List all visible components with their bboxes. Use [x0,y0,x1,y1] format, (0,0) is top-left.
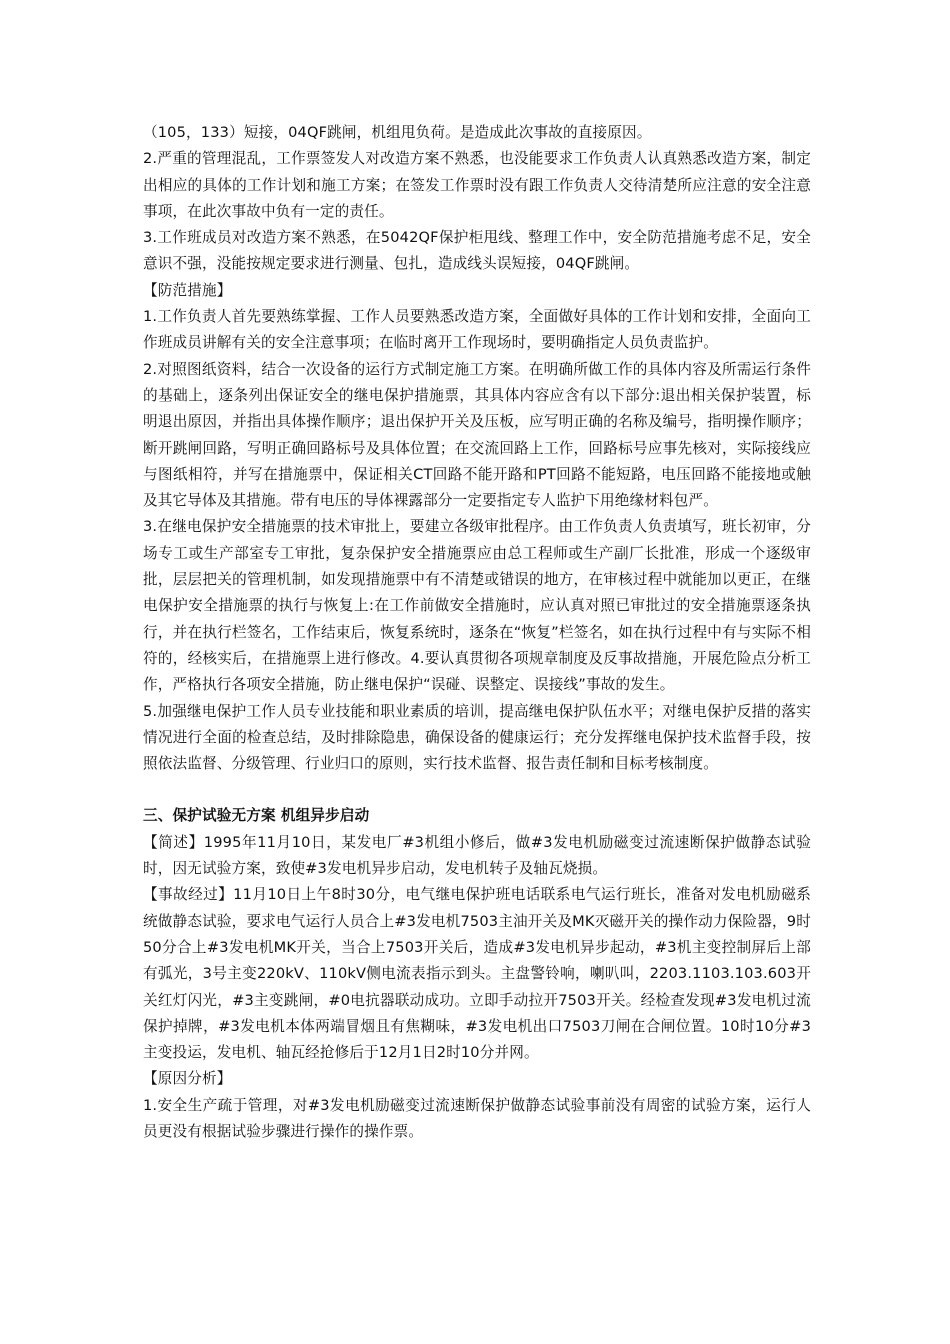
paragraph: 5.加强继电保护工作人员专业技能和职业素质的培训，提高继电保护队伍水平；对继电保护反措的落实情况进行全面的检查总结，及时排除隐患，确保设备的健康运行；充分发挥继电保护技术监督手段，按照依法监督、分级管理、行业归口的原则，实行技术监督、报告责任制和目标考核制度。 [143,702,811,773]
subsection-heading: 【原因分析】 [143,1070,232,1088]
paragraph: （105，133）短接，04QF跳闸，机组甩负荷。是造成此次事故的直接原因。 [143,124,652,141]
paragraph: 3.工作班成员对改造方案不熟悉，在5042QF保护柜甩线、整理工作中，安全防范措施考虑不足，安全意识不强，没能按规定要求进行测量、包扎，造成线头误短接，04QF跳闸。 [143,229,811,273]
paragraph: 1.安全生产疏于管理，对#3发电机励磁变过流速断保护做静态试验事前没有周密的试验方案，运行人员更没有根据试验步骤进行操作的操作票。 [143,1096,811,1140]
paragraph: 【简述】1995年11月10日，某发电厂#3机组小修后，做#3发电机励磁变过流速断保护做静态试验时，因无试验方案，致使#3发电机异步启动，发电机转子及轴瓦烧损。 [143,833,811,878]
paragraph: 2.对照图纸资料，结合一次设备的运行方式制定施工方案。在明确所做工作的具体内容及所需运行条件的基础上，逐条列出保证安全的继电保护措施票，其具体内容应含有以下部分:退出相关保护装置，标明退出原因，并指出具体操作顺序；退出保护开关及压板，应写明正确的名称及编号，指明操作顺序；断开跳闸回路，写明正确回路标号及具体位置；在交流回路上工作，回路标号应事先核对，实际接线应与图纸相符，并写在措施票中，保证相关CT回路不能开路和PT回路不能短路，电压回路不能接地或触及其它导体及其措施。带有电压的导体裸露部分一定要指定专人监护下用绝缘材料包严。 [143,360,811,510]
paragraph: 2.严重的管理混乱，工作票签发人对改造方案不熟悉，也没能要求工作负责人认真熟悉改造方案，制定出相应的具体的工作计划和施工方案；在签发工作票时没有跟工作负责人交待清楚所应注意的安全注意事项，在此次事故中负有一定的责任。 [143,150,811,220]
paragraph: 3.在继电保护安全措施票的技术审批上，要建立各级审批程序。由工作负责人负责填写，班长初审，分场专工或生产部室专工审批，复杂保护安全措施票应由总工程师或生产副厂长批准，形成一个逐级审批，层层把关的管理机制，如发现措施票中有不清楚或错误的地方，在审核过程中就能加以更正，在继电保护安全措施票的执行与恢复上:在工作前做安全措施时，应认真对照已审批过的安全措施票逐条执行，并在执行栏签名，工作结束后，恢复系统时，逐条在“恢复”栏签名，如在执行过程中有与实际不相符的，经核实后，在措施票上进行修改。4.要认真贯彻各项规章制度及反事故措施，开展危险点分析工作，严格执行各项安全措施，防止继电保护“误碰、误整定、误接线”事故的发生。 [143,518,811,694]
subsection-heading: 【防范措施】 [143,281,232,299]
paragraph: 1.工作负责人首先要熟练掌握、工作人员要熟悉改造方案，全面做好具体的工作计划和安排，全面向工作班成员讲解有关的安全注意事项；在临时离开工作现场时，要明确指定人员负责监护。 [143,308,811,352]
paragraph: 【事故经过】11月10日上午8时30分，电气继电保护班电话联系电气运行班长，准备对发电机励磁系统做静态试验，要求电气运行人员合上#3发电机7503主油开关及MK灭磁开关的操作动力保险器，9时50分合上#3发电机MK开关，当合上7503开关后，造成#3发电机异步起动，#3机主变控制屏后上部有弧光，3号主变220kV、110kV侧电流表指示到头。主盘警铃响，喇叭叫，2203.1103.103.603开关红灯闪光，#3主变跳闸，#0电抗器联动成功。立即手动拉开7503开关。经检查发现#3发电机过流保护掉牌，#3发电机本体两端冒烟且有焦糊味，#3发电机出口7503刀闸在合闸位置。10时10分#3主变投运，发电机、轴瓦经抢修后于12月1日2时10分并网。 [143,886,811,1062]
document-page [143,120,811,1145]
section-heading: 三、保护试验无方案 机组异步启动 [143,807,370,825]
